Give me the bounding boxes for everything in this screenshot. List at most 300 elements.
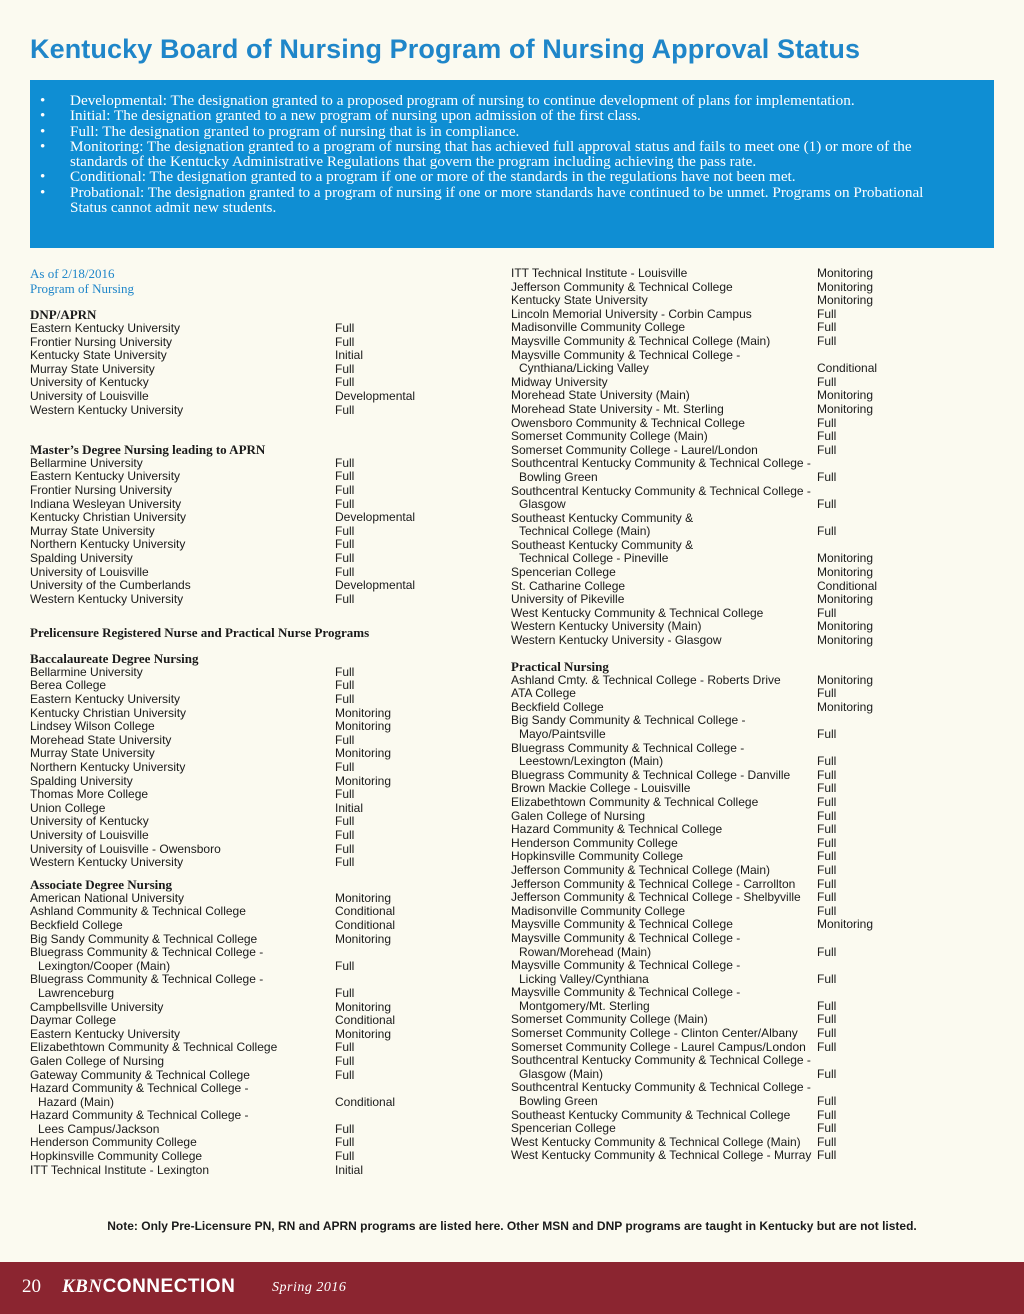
program-row — [30, 457, 450, 471]
program-name: ATA College — [511, 686, 576, 701]
approval-status: Full — [817, 686, 837, 701]
program-name: Gateway Community & Technical College — [30, 1067, 250, 1082]
approval-status: Developmental — [335, 578, 416, 593]
program-row — [30, 470, 450, 484]
program-name: Daymar College — [30, 1013, 117, 1028]
program-row — [30, 775, 450, 789]
approval-status: Monitoring — [817, 699, 874, 714]
program-name: Elizabethtown Community & Technical College — [511, 794, 759, 809]
page-footer — [0, 1262, 1024, 1314]
section-header: Practical Nursing — [511, 658, 609, 674]
approval-status: Full — [335, 361, 355, 376]
program-name: Southcentral Kentucky Community & Technical College - — [511, 1053, 811, 1068]
approval-status: Monitoring — [335, 1026, 392, 1041]
program-name: Northern Kentucky University — [30, 760, 186, 775]
approval-status: Developmental — [335, 510, 416, 525]
program-name: Campbellsville University — [30, 999, 164, 1014]
definition-text: Full: The designation granted to program of nursing that is in compliance. — [70, 122, 520, 140]
program-row — [511, 850, 961, 864]
program-row — [511, 878, 961, 892]
program-name: Leestown/Lexington (Main) — [519, 754, 664, 769]
section-spacer — [30, 417, 450, 431]
program-name: Hazard Community & Technical College — [511, 822, 723, 837]
approval-status: Developmental — [335, 388, 416, 403]
program-name: Morehead State University (Main) — [511, 388, 690, 403]
program-name: Spalding University — [30, 773, 133, 788]
program-row — [511, 742, 961, 756]
program-name: Maysville Community & Technical College - — [511, 958, 741, 973]
program-name: Bellarmine University — [30, 664, 143, 679]
program-row — [30, 693, 450, 707]
approval-status: Monitoring — [817, 672, 874, 687]
program-row — [511, 986, 961, 1000]
approval-status: Full — [817, 781, 837, 796]
program-name: Eastern Kentucky University — [30, 321, 181, 335]
approval-status: Full — [817, 767, 837, 782]
program-name: Somerset Community College - Laurel/London — [511, 442, 758, 457]
program-row — [511, 607, 961, 621]
program-name: University of Louisville — [30, 564, 149, 579]
program-name: Mayo/Paintsville — [519, 727, 606, 741]
approval-status: Full — [817, 442, 837, 457]
approval-status: Full — [335, 1040, 355, 1055]
approval-status: Conditional — [335, 1094, 396, 1109]
program-row — [511, 308, 961, 322]
program-row — [511, 891, 961, 905]
program-row — [30, 1123, 450, 1137]
program-name: Eastern Kentucky University — [30, 469, 181, 484]
program-row — [511, 946, 961, 960]
program-name: Western Kentucky University - Glasgow — [511, 633, 722, 648]
program-name: Glasgow — [519, 497, 566, 512]
approval-status: Full — [335, 455, 355, 470]
approval-status: Full — [335, 678, 355, 693]
program-row — [511, 444, 961, 458]
program-name: Maysville Community & Technical College — [511, 917, 733, 932]
approval-status: Monitoring — [817, 388, 874, 403]
approval-status: Full — [817, 1094, 837, 1109]
approval-status: Full — [335, 1149, 355, 1164]
program-row — [511, 755, 961, 769]
approval-status: Conditional — [335, 904, 396, 919]
program-row — [511, 620, 961, 634]
program-row — [511, 349, 961, 363]
definition-item — [40, 169, 964, 184]
program-name: West Kentucky Community & Technical College - Murray — [511, 1148, 812, 1163]
program-name: Murray State University — [30, 746, 155, 761]
program-name: Lindsey Wilson College — [30, 719, 155, 734]
program-row — [30, 1014, 450, 1028]
program-row — [30, 404, 450, 418]
program-row — [511, 959, 961, 973]
program-row — [511, 281, 961, 295]
program-row — [30, 707, 450, 721]
program-name: Rowan/Morehead (Main) — [519, 944, 652, 959]
approval-status: Full — [817, 415, 837, 430]
approval-status: Monitoring — [817, 293, 874, 308]
program-row — [511, 782, 961, 796]
program-name: Brown Mackie College - Louisville — [511, 781, 691, 796]
program-row — [511, 1149, 961, 1163]
approval-status: Full — [817, 374, 837, 389]
approval-status: Full — [817, 1026, 837, 1041]
approval-status: Full — [817, 1121, 837, 1136]
program-row — [511, 1109, 961, 1123]
program-row — [30, 376, 450, 390]
program-row — [511, 810, 961, 824]
approval-status: Full — [335, 1053, 355, 1068]
program-name: Somerset Community College - Laurel Campus/London — [511, 1039, 806, 1054]
approval-status: Full — [817, 794, 837, 809]
program-name: Galen College of Nursing — [30, 1053, 165, 1068]
program-name: Technical College - Pineville — [519, 551, 669, 566]
program-name: Technical College (Main) — [519, 524, 651, 539]
program-row — [30, 933, 450, 947]
bullet-icon: • — [40, 92, 46, 109]
logo-kbn: KBN — [62, 1276, 103, 1297]
program-name: Bowling Green — [519, 469, 598, 484]
approval-status: Full — [335, 985, 355, 1000]
approval-status: Full — [335, 692, 355, 707]
program-label: Program of Nursing — [30, 280, 134, 296]
approval-status: Conditional — [817, 578, 878, 593]
program-name: Frontier Nursing University — [30, 482, 173, 497]
program-row — [30, 960, 450, 974]
approval-status: Monitoring — [817, 266, 874, 280]
approval-status: Initial — [335, 1162, 364, 1177]
program-name: Southcentral Kentucky Community & Technical College - — [511, 483, 811, 498]
program-name: Ashland Cmty. & Technical College - Roberts Drive — [511, 672, 781, 687]
program-row — [511, 674, 961, 688]
bullet-icon: • — [40, 122, 46, 140]
program-row — [30, 892, 450, 906]
program-name: West Kentucky Community & Technical College (Main) — [511, 1134, 801, 1149]
program-name: Hopkinsville Community College — [511, 849, 684, 864]
approval-status: Full — [335, 564, 355, 579]
approval-status: Full — [335, 841, 355, 856]
approval-status: Full — [335, 523, 355, 538]
program-name: Somerset Community College (Main) — [511, 1012, 708, 1027]
program-name: Maysville Community & Technical College - — [511, 930, 741, 945]
program-row — [30, 566, 450, 580]
program-name: St. Catharine College — [511, 578, 626, 593]
program-row — [30, 666, 450, 680]
program-row — [511, 1136, 961, 1150]
program-row — [511, 864, 961, 878]
program-name: ITT Technical Institute - Louisville — [511, 266, 688, 280]
program-name: Maysville Community & Technical College (Main) — [511, 333, 771, 348]
program-row — [30, 1001, 450, 1015]
section-header: Master’s Degree Nursing leading to APRN — [30, 441, 266, 457]
program-row — [511, 973, 961, 987]
approval-status: Full — [817, 497, 837, 512]
approval-status: Monitoring — [817, 565, 874, 580]
approval-status: Full — [817, 727, 837, 741]
program-name: Jefferson Community & Technical College (Main) — [511, 862, 771, 877]
program-name: Licking Valley/Cynthiana — [519, 971, 649, 986]
approval-status: Monitoring — [335, 719, 392, 734]
program-row — [511, 714, 961, 728]
approval-status: Full — [817, 890, 837, 905]
approval-status: Full — [817, 971, 837, 986]
program-name: Berea College — [30, 678, 107, 693]
section-header: Associate Degree Nursing — [30, 876, 173, 892]
program-row — [30, 498, 450, 512]
program-name: Lexington/Cooper (Main) — [38, 958, 171, 973]
approval-status: Full — [335, 469, 355, 484]
program-name: Spalding University — [30, 550, 133, 565]
approval-status: Full — [335, 664, 355, 679]
program-name: Maysville Community & Technical College - — [511, 347, 741, 362]
program-row — [511, 525, 961, 539]
approval-status: Full — [817, 524, 837, 539]
program-name: Bluegrass Community & Technical College - — [30, 972, 264, 987]
program-row — [511, 932, 961, 946]
approval-status: Full — [335, 591, 355, 606]
program-name: Madisonville Community College — [511, 903, 686, 918]
program-name: University of Louisville — [30, 828, 149, 842]
approval-status: Full — [817, 835, 837, 850]
approval-status: Full — [335, 1067, 355, 1082]
program-row — [511, 321, 961, 335]
program-row — [30, 973, 450, 987]
program-row — [511, 389, 961, 403]
approval-status: Initial — [335, 348, 364, 363]
approval-status: Full — [817, 1066, 837, 1081]
program-name: Henderson Community College — [511, 835, 678, 850]
section-spacer — [30, 606, 450, 620]
program-name: Hazard Community & Technical College - — [30, 1081, 249, 1096]
program-row — [30, 1109, 450, 1123]
approval-status: Conditional — [335, 917, 396, 932]
program-name: Owensboro Community & Technical College — [511, 415, 745, 430]
program-row — [30, 1150, 450, 1164]
program-name: Spencerian College — [511, 565, 616, 580]
definition-text: Initial: The designation granted to a new program of nursing upon admission of the first class. — [70, 107, 641, 125]
program-name: Hazard Community & Technical College - — [30, 1108, 249, 1123]
program-row — [30, 761, 450, 775]
approval-status: Monitoring — [335, 773, 392, 788]
program-row — [30, 525, 450, 539]
approval-status: Full — [335, 732, 355, 747]
program-name: Lawrenceburg — [38, 985, 115, 1000]
definition-item — [40, 93, 964, 108]
definition-item — [40, 124, 964, 139]
program-name: Murray State University — [30, 523, 155, 538]
program-row — [511, 417, 961, 431]
program-name: University of Kentucky — [30, 814, 149, 829]
program-name: Midway University — [511, 374, 608, 389]
program-row — [511, 539, 961, 553]
program-row — [511, 1013, 961, 1027]
program-row — [30, 1055, 450, 1069]
issue-label: Spring 2016 — [272, 1280, 347, 1295]
program-row — [30, 720, 450, 734]
approval-status: Monitoring — [817, 551, 874, 566]
program-row — [511, 403, 961, 417]
program-name: Western Kentucky University — [30, 855, 184, 870]
program-row — [511, 1095, 961, 1109]
bullet-icon: • — [40, 107, 46, 125]
approval-status: Full — [335, 496, 355, 511]
approval-status: Full — [335, 760, 355, 775]
program-row — [30, 336, 450, 350]
program-name: Ashland Community & Technical College — [30, 904, 246, 919]
definition-item — [40, 139, 964, 170]
approval-status: Full — [817, 1107, 837, 1122]
approval-status: Conditional — [335, 1013, 396, 1028]
program-row — [511, 634, 961, 648]
program-row — [30, 349, 450, 363]
approval-status: Conditional — [817, 361, 878, 376]
program-name: Western Kentucky University (Main) — [511, 619, 702, 634]
approval-status: Full — [817, 1148, 837, 1163]
approval-status: Full — [817, 605, 837, 620]
program-name: Hopkinsville Community College — [30, 1149, 203, 1164]
bullet-icon: • — [40, 183, 46, 201]
program-row — [30, 829, 450, 843]
approval-status: Full — [335, 482, 355, 497]
page-number: 20 — [22, 1276, 41, 1297]
program-name: Beckfield College — [511, 699, 604, 714]
approval-status: Monitoring — [335, 705, 392, 720]
program-row — [30, 552, 450, 566]
program-name: Southeast Kentucky Community & Technical College — [511, 1107, 791, 1122]
program-row — [30, 1041, 450, 1055]
approval-status: Full — [817, 849, 837, 864]
approval-status: Monitoring — [817, 619, 874, 634]
program-name: Somerset Community College - Clinton Center/Albany — [511, 1026, 798, 1041]
approval-status: Full — [817, 944, 837, 959]
approval-status: Full — [335, 1121, 355, 1136]
program-name: West Kentucky Community & Technical College — [511, 605, 764, 620]
approval-status: Monitoring — [335, 931, 392, 946]
program-row — [511, 1054, 961, 1068]
approval-status: Full — [335, 375, 355, 390]
program-name: Murray State University — [30, 361, 155, 376]
approval-status: Full — [335, 334, 355, 349]
program-name: Somerset Community College (Main) — [511, 429, 708, 444]
program-name: Bellarmine University — [30, 455, 143, 470]
footnote: Note: Only Pre-Licensure PN, RN and APRN programs are listed here. Other MSN and DNP programs are taught in Kentucky but are not listed. — [107, 1219, 917, 1233]
program-name: Jefferson Community & Technical College - Shelbyville — [511, 890, 801, 905]
program-name: Lees Campus/Jackson — [38, 1121, 160, 1136]
approval-status: Full — [817, 1012, 837, 1027]
program-name: Indiana Wesleyan University — [30, 496, 182, 511]
approval-status: Initial — [335, 800, 364, 815]
program-name: Southeast Kentucky Community & — [511, 510, 694, 525]
approval-status: Monitoring — [817, 917, 874, 932]
program-name: Eastern Kentucky University — [30, 1026, 181, 1041]
approval-status: Full — [817, 320, 837, 335]
program-row — [30, 815, 450, 829]
definition-text: Developmental: The designation granted to a proposed program of nursing to continue development of plans for implementation. — [70, 92, 855, 109]
approval-status: Full — [817, 1039, 837, 1054]
program-name: Beckfield College — [30, 917, 123, 932]
program-row — [511, 1068, 961, 1082]
program-row — [511, 294, 961, 308]
section-header: Baccalaureate Degree Nursing — [30, 650, 199, 666]
approval-status: Monitoring — [817, 401, 874, 416]
program-row — [30, 1136, 450, 1150]
section-header: Prelicensure Registered Nurse and Practical Nurse Programs — [30, 624, 370, 640]
program-row — [511, 593, 961, 607]
approval-status: Full — [817, 822, 837, 837]
left-column — [30, 267, 450, 1177]
program-name: Kentucky Christian University — [30, 705, 187, 720]
program-name: University of Kentucky — [30, 375, 149, 390]
program-row — [511, 566, 961, 580]
definition-text: Conditional: The designation granted to a program if one or more of the standards in the regulations have not been met. — [70, 168, 796, 186]
approval-status: Full — [335, 1135, 355, 1150]
program-name: Southeast Kentucky Community & — [511, 537, 694, 552]
bullet-icon: • — [40, 168, 46, 186]
approval-status: Full — [817, 306, 837, 321]
program-name: Union College — [30, 800, 106, 815]
program-row — [30, 390, 450, 404]
definition-item — [40, 185, 964, 216]
logo-connection: CONNECTION — [102, 1276, 236, 1297]
program-row — [511, 905, 961, 919]
approval-status: Full — [817, 754, 837, 769]
program-name: Western Kentucky University — [30, 402, 184, 417]
program-name: Southcentral Kentucky Community & Technical College - — [511, 1080, 811, 1095]
program-row — [511, 376, 961, 390]
program-name: Kentucky State University — [511, 293, 648, 308]
program-row — [30, 538, 450, 552]
section-header: DNP/APRN — [30, 307, 97, 322]
definitions-list — [40, 93, 964, 215]
approval-status: Full — [335, 402, 355, 417]
program-row — [30, 987, 450, 1001]
program-row — [30, 679, 450, 693]
approval-status: Full — [817, 333, 837, 348]
program-row — [511, 1000, 961, 1014]
program-row — [511, 362, 961, 376]
approval-status: Full — [335, 958, 355, 973]
program-row — [30, 1096, 450, 1110]
program-row — [30, 856, 450, 870]
program-row — [511, 837, 961, 851]
program-name: Henderson Community College — [30, 1135, 197, 1150]
program-row — [511, 1081, 961, 1095]
program-row — [30, 1028, 450, 1042]
program-name: Galen College of Nursing — [511, 808, 646, 823]
program-row — [511, 457, 961, 471]
program-row — [511, 823, 961, 837]
program-name: Kentucky State University — [30, 348, 167, 363]
approval-status: Monitoring — [817, 279, 874, 294]
program-name: Western Kentucky University — [30, 591, 184, 606]
program-name: Southcentral Kentucky Community & Technical College - — [511, 456, 811, 471]
program-name: Montgomery/Mt. Sterling — [519, 998, 650, 1013]
program-name: Kentucky Christian University — [30, 510, 187, 525]
approval-status: Full — [817, 429, 837, 444]
approval-status: Monitoring — [817, 633, 874, 648]
program-name: American National University — [30, 890, 185, 905]
program-name: Hazard (Main) — [38, 1094, 115, 1109]
program-row — [511, 728, 961, 742]
program-row — [511, 1027, 961, 1041]
definition-text: Probational: The designation granted to a program of nursing if one or more standards have continued to be unmet. Programs on Probational Status cannot admit new students. — [70, 183, 924, 217]
definitions-box — [30, 80, 994, 248]
bullet-icon: • — [40, 137, 46, 155]
program-name: Maysville Community & Technical College - — [511, 985, 741, 1000]
program-row — [30, 322, 450, 336]
program-name: Cynthiana/Licking Valley — [519, 361, 649, 376]
program-name: University of Louisville — [30, 388, 149, 403]
approval-status: Full — [335, 321, 355, 335]
